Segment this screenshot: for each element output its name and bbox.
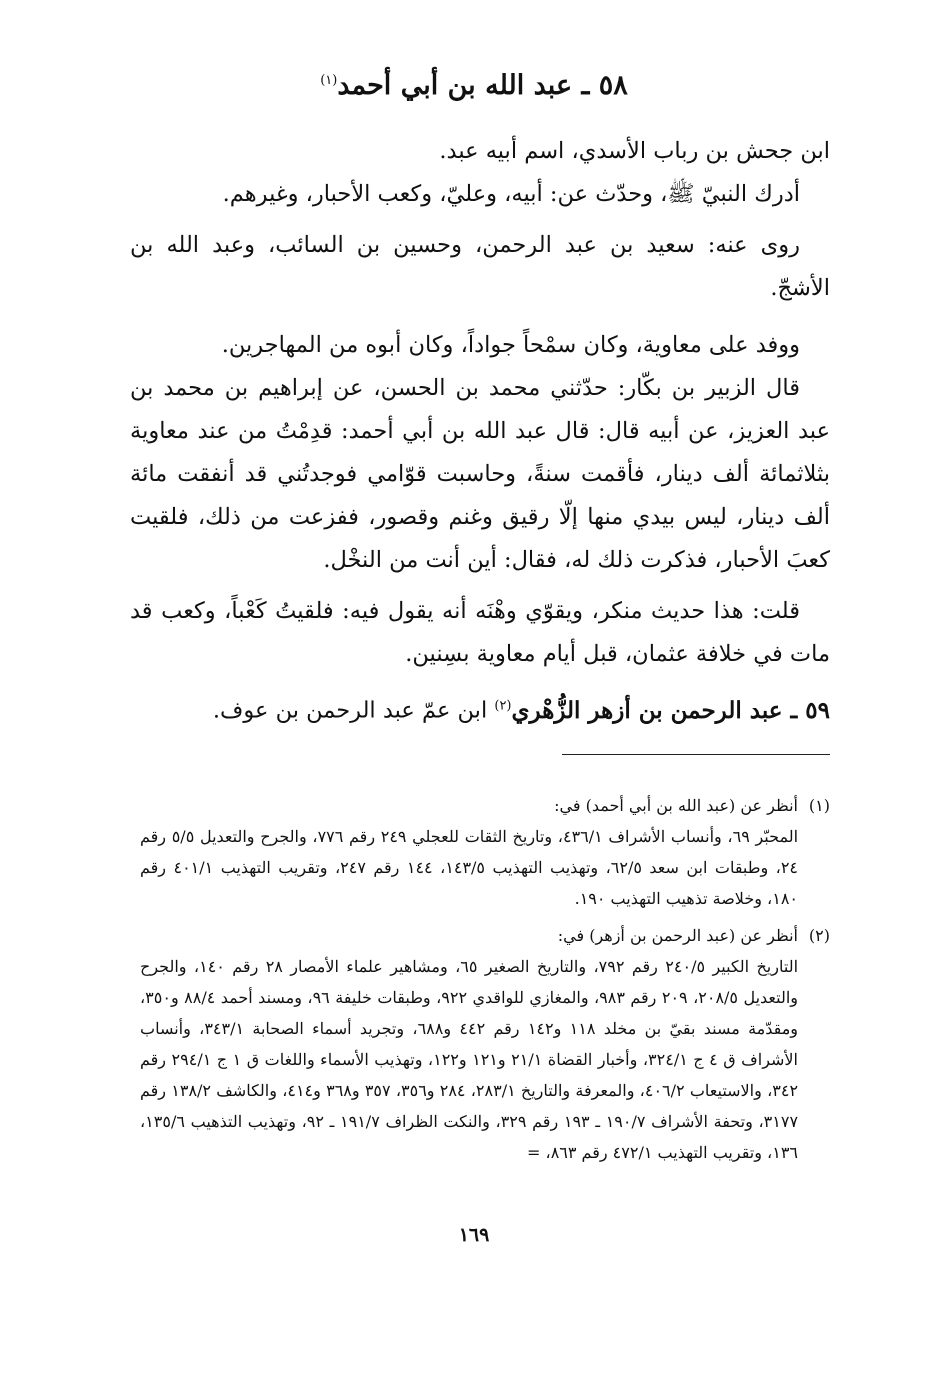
footnote-2 (140, 920, 830, 1168)
entry-58-title (0, 70, 948, 101)
footnote-2-head: أنظر عن (عبد الرحمن بن أزهر) في: (557, 926, 798, 945)
footnote-2-body: التاريخ الكبير ٢٤٠/٥ رقم ٧٩٢، والتاريخ الصغير ٦٥، ومشاهير علماء الأمصار ٢٨ رقم ١٤٠، والجرح والتعديل ٢٠٨/٥، ٢٠٩ رقم ٩٨٣، والمغازي للواقدي ٩٢٢، وطبقات خليفة ٩٦، ومسند أحمد ٨٨/٤ و٣٥٠، ومقدّمة مسند بقيّ بن مخلد ١١٨ و١٤٢ رقم ٤٤٢ و٦٨٨، وتجريد أسماء الصحابة ٣٤٣/١، وأنساب الأشراف ق ٤ ج ٣٢٤/١، وأخبار القضاة ٢١/١ و١٢١ و١٢٢، وتهذيب الأسماء واللغات ق ١ ج ٢٩٤/١ رقم ٣٤٢، والاستيعاب ٤٠٦/٢، والمعرفة والتاريخ ٢٨٣/١، ٢٨٤ و٣٥٦، ٣٥٧ و٣٦٨ و٤١٤، والكاشف ١٣٨/٢ رقم ٣١٧٧، وتحفة الأشراف ١٩٠/٧ ـ ١٩٣ رقم ٣٢٩، والنكت الظراف ١٩١/٧ ـ ٩٢، وتهذيب التذهيب ١٣٥/٦، ١٣٦، وتقريب التهذيب ٤٧٢/١ رقم ٨٦٣، = (140, 957, 799, 1162)
paragraph-lineage: ابن جحش بن رباب الأسدي، اسم أبيه عبد. (439, 138, 830, 164)
paragraph-narrators: روى عنه: سعيد بن عبد الرحمن، وحسين بن السائب، وعبد الله بن الأشجّ. (130, 232, 830, 301)
entry-59-text: ابن عمّ عبد الرحمن بن عوف. (212, 697, 488, 724)
footnote-ref-2: (٢) (494, 698, 512, 713)
footnote-1-body: المحبّر ٦٩، وأنساب الأشراف ٤٣٦/١، وتاريخ الثقات للعجلي ٢٤٩ رقم ٧٧٦، والجرح والتعديل ٥/٥ رقم ٢٤، وطبقات ابن سعد ٦٢/٥، وتهذيب التهذيب ١٤٣/٥، ١٤٤ رقم ٢٤٧، وتقريب التهذيب ٤٠١/١ رقم ١٨٠، وخلاصة تذهيب التهذيب ١٩٠. (140, 827, 799, 908)
footnote-1-head: أنظر عن (عبد الله بن أبي أحمد) في: (554, 796, 798, 815)
footnote-1 (140, 790, 830, 914)
entry-58-title-text: ٥٨ ـ عبد الله بن أبي أحمد (337, 70, 628, 101)
entry-59-heading (494, 697, 830, 724)
entry-59 (130, 684, 830, 733)
paragraph-zubair-report: قال الزبير بن بكّار: حدّثني محمد بن الحسن، عن إبراهيم بن محمد بن عبد العزيز، عن أبيه قال: قال عبد الله بن أبي أحمد: قدِمْتُ من عند معاوية بثلاثمائة ألف دينار، فأقمت سنةً، وحاسبت قوّامي فوجدتُني قد أنفقت مائة ألف دينار، ليس بيدي منها إلّا رقيق وغنم وقصور، ففزعت من ذلك، فلقيت كعبَ الأحبار، فذكرت ذلك له، فقال: أين أنت من النخْل. (130, 375, 830, 573)
footnote-divider (562, 754, 830, 755)
footnotes (140, 790, 830, 1174)
main-text (130, 130, 830, 733)
footnote-ref-1: (١) (320, 73, 338, 88)
page-number: ١٦٩ (458, 1224, 490, 1246)
paragraph-narrated-from: أدرك النبيّ ﷺ، وحدّث عن: أبيه، وعليّ، وكعب الأحبار، وغيرهم. (222, 181, 800, 207)
paragraph-commentary: قلت: هذا حديث منكر، ويقوّي وهْنَه أنه يقول فيه: فلقيتُ كَعْباً، وكعب قد مات في خلافة عثمان، قبل أيام معاوية بسِنين. (130, 598, 830, 667)
paragraph-delegation: ووفد على معاوية، وكان سمْحاً جواداً، وكان أبوه من المهاجرين. (221, 332, 800, 358)
footnote-2-number: (٢) (808, 926, 830, 945)
footnote-1-number: (١) (808, 796, 830, 815)
entry-59-heading-text: ٥٩ ـ عبد الرحمن بن أزهر الزُّهْري (511, 696, 830, 724)
